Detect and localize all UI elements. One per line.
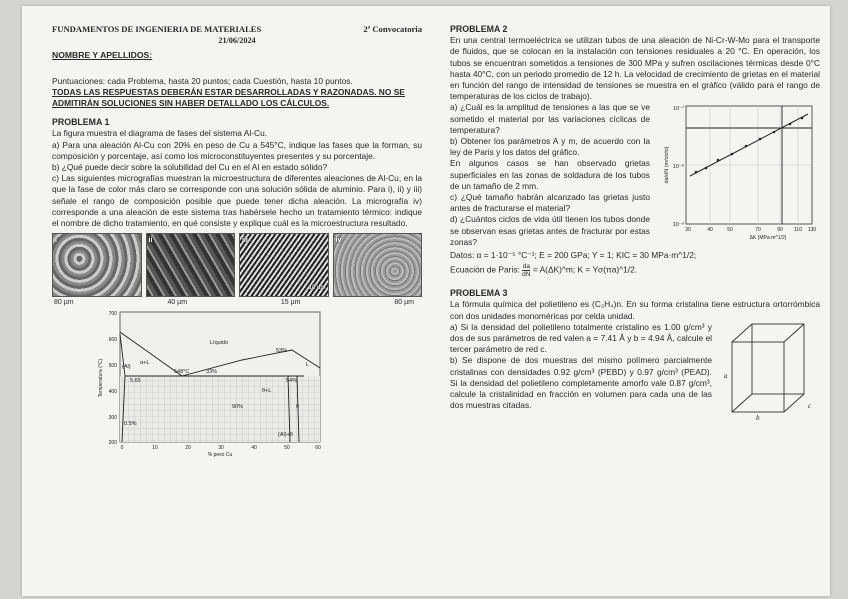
label-548: 548°C bbox=[174, 369, 190, 376]
problem-3-title: PROBLEMA 3 bbox=[450, 288, 508, 299]
data-point bbox=[731, 153, 734, 156]
data-point bbox=[717, 159, 720, 162]
problem-1-question-c: c) Las siguientes micrografías muestran la microestructura de diferentes aleaciones de Al-Cu, en la que la fase de color más claro se corresponde con una solución sólida de aluminio. Para i), ii) y iii) señale el rango de composición posible que puede tener dicha aleación. La micrografía iv) corresponde a una aleación de este sistema tras habérsele hecho un tratamiento térmico: indique el nombre de dicho tratamiento, en qué consiste y explique cuál es la microestructura resultado. bbox=[52, 173, 422, 229]
label-33: 33% bbox=[206, 369, 218, 376]
x-tick-label: 40 bbox=[251, 445, 257, 452]
scale-bar-label: 15 µm bbox=[280, 299, 301, 307]
problem-3-intro: La fórmula química del polietileno es (C₂H₄)n. En su forma cristalina tiene estructura ortorrómbica con dos unidades monoméricas por celda unidad. bbox=[450, 299, 820, 321]
problem-2-questions bbox=[450, 102, 650, 248]
label-54: 54% bbox=[286, 378, 298, 385]
x-tick-label: 90 bbox=[777, 227, 783, 234]
problem-1-question-b: b) ¿Qué puede decir sobre la solubilidad del Cu en el Al en estado sólido? bbox=[52, 162, 328, 173]
label-565: 5.65 bbox=[130, 378, 141, 385]
exam-header bbox=[52, 24, 422, 35]
name-field-label: NOMBRE Y APELLIDOS: bbox=[52, 50, 153, 61]
y-tick-label: 10⁻⁷ bbox=[672, 106, 684, 113]
exam-page bbox=[22, 6, 830, 596]
cell-back-face bbox=[752, 324, 804, 394]
data-point bbox=[745, 145, 748, 148]
micrograph-iv bbox=[333, 233, 423, 297]
x-tick-label: 30 bbox=[218, 445, 224, 452]
problem-2-question-c: c) ¿Qué tamaño habrán alcanzado las grietas justo antes de fracturarse el material? bbox=[450, 192, 650, 214]
cell-front-face bbox=[732, 342, 784, 412]
paris-law-chart bbox=[658, 98, 818, 243]
label-53: 53% bbox=[276, 348, 288, 355]
label-alpha-theta: (Al)+θ bbox=[278, 432, 293, 439]
micrograph-ii bbox=[146, 233, 236, 297]
data-point bbox=[759, 138, 762, 141]
problem-2-question-b: b) Obtener los parámetros A y m, de acuerdo con la ley de Paris y los datos del gráfico. bbox=[450, 136, 650, 158]
y-tick-label: 600 bbox=[108, 337, 117, 344]
label-l: L bbox=[306, 362, 310, 369]
left-column bbox=[52, 24, 422, 458]
problem-1-title: PROBLEMA 1 bbox=[52, 117, 110, 128]
micrograph-label: iv bbox=[335, 237, 342, 245]
data-point bbox=[695, 171, 698, 174]
y-tick-label: 200 bbox=[108, 440, 117, 447]
data-point bbox=[705, 167, 708, 170]
scale-bar-label: 40 µm bbox=[167, 299, 188, 307]
x-tick-label: 40 bbox=[707, 227, 713, 234]
x-tick-label: 70 bbox=[755, 227, 761, 234]
warning-text: TODAS LAS RESPUESTAS DEBERÁN ESTAR DESARROLLADAS Y RAZONADAS. NO SE ADMITIRÁN SOLUCIONES SIN HABER DETALLADO LOS CÁLCULOS. bbox=[52, 86, 405, 109]
problem-2-title: PROBLEMA 2 bbox=[450, 24, 508, 34]
micrograph-row bbox=[52, 233, 422, 297]
y-tick-label: 700 bbox=[108, 311, 117, 318]
problem-2-data: Datos: α = 1·10⁻⁵ °C⁻¹; E = 200 GPa; Y = 1; KIC = 30 MPa·m^1/2; bbox=[450, 250, 697, 261]
problem-2-question-d: d) ¿Cuántos ciclos de vida útil tienen los tubos donde se observan esas grietas antes de fracturar por estas zonas? bbox=[450, 214, 650, 247]
al-cu-phase-diagram bbox=[92, 308, 332, 458]
x-tick-label: 50 bbox=[727, 227, 733, 234]
paris-fraction bbox=[522, 263, 530, 278]
y-axis-label: da/dN (m/ciclo) bbox=[664, 146, 670, 184]
x-tick-label: 30 bbox=[685, 227, 691, 234]
cell-label-c: c bbox=[808, 401, 812, 410]
y-tick-label: 500 bbox=[108, 363, 117, 370]
y-axis-label: Temperatura (°C) bbox=[98, 359, 104, 398]
exam-title: FUNDAMENTOS DE INGENIERIA DE MATERIALES bbox=[52, 24, 262, 34]
scale-bar-label: 80 µm bbox=[394, 299, 414, 307]
micrograph-scales bbox=[52, 297, 422, 308]
y-tick-label: 400 bbox=[108, 389, 117, 396]
x-tick-label: 60 bbox=[315, 445, 321, 452]
paris-equation-prefix: Ecuación de Paris: bbox=[450, 264, 520, 275]
x-tick-label: 20 bbox=[185, 445, 191, 452]
y-tick-label: 300 bbox=[108, 415, 117, 422]
right-column bbox=[450, 24, 820, 422]
fraction-denominator: dN bbox=[522, 271, 531, 279]
micrograph-iii bbox=[239, 233, 329, 297]
micrograph-label: iii bbox=[242, 237, 248, 245]
micrograph-i bbox=[52, 233, 142, 297]
problem-1-question-a: a) Para una aleación Al-Cu con 20% en peso de Cu a 545°C, indique las fases que la forman, su composición y porcentaje, así como los microconstituyentes presentes y su porcentaje. bbox=[52, 139, 422, 161]
y-tick-label: 10⁻⁹ bbox=[672, 222, 684, 229]
exam-convocatoria: 2ª Convocatoria bbox=[363, 24, 422, 34]
label-alpha-l: α+L bbox=[140, 360, 150, 367]
problem-3-question-b: b) Se dispone de dos muestras del mismo polímero parcialmente cristalinas con densidades 0.92 g/cm³ (PEBD) y 0.97 g/cm³ (PEAD). Si la densidad del polietileno completamente amorfo vale 0.87 g/cm³, calcule la cristalinidad en fracción en volumen para cada una de las dos muestras citadas. bbox=[450, 355, 712, 411]
x-tick-label: 110 bbox=[794, 227, 802, 234]
label-90: 90% bbox=[232, 404, 244, 411]
label-theta: θ bbox=[296, 404, 300, 411]
scoring-text: Puntuaciones: cada Problema, hasta 20 puntos; cada Cuestión, hasta 10 puntos. bbox=[52, 75, 353, 86]
exam-date: 21/06/2024 bbox=[218, 36, 256, 46]
problem-3-questions bbox=[450, 322, 712, 412]
cell-label-a: a bbox=[724, 371, 728, 380]
x-tick-label: 10 bbox=[152, 445, 158, 452]
problem-2-body bbox=[450, 102, 820, 248]
problem-3-question-a: a) Si la densidad del polietileno totalmente cristalino es 1.00 g/cm³ y dos de sus parámetros de red valen a = 7.41 Å y b = 4.94 Å, calcule el tercer parámetro de red c. bbox=[450, 321, 712, 355]
fraction-numerator: da bbox=[522, 263, 530, 271]
problem-1-intro: La figura muestra el diagrama de fases del sistema Al-Cu. bbox=[52, 128, 268, 139]
label-05: 0.5% bbox=[124, 421, 137, 428]
problem-2-text: En algunos casos se han observado grietas superficiales en las zonas de soldadura de los tubos de un tamaño de 2 mm. bbox=[450, 158, 650, 191]
micrograph-label: i bbox=[55, 237, 57, 245]
label-theta-l: θ+L bbox=[262, 388, 272, 395]
paris-equation bbox=[450, 263, 820, 278]
label-liquid: Líquido bbox=[210, 340, 229, 347]
data-point bbox=[773, 131, 776, 134]
problem-2-question-a: a) ¿Cuál es la amplitud de tensiones a las que se ve sometido el material por las variaciones cíclicas de temperatura? bbox=[450, 102, 650, 135]
y-tick-label: 10⁻⁸ bbox=[672, 164, 684, 171]
data-point bbox=[789, 123, 792, 126]
scale-bar-label: 80 µm bbox=[54, 299, 74, 307]
x-tick-label: 130 bbox=[807, 227, 817, 234]
data-point bbox=[801, 117, 804, 120]
cell-label-b: b bbox=[756, 413, 760, 422]
x-tick-label: 50 bbox=[284, 445, 290, 452]
orthorhombic-unit-cell bbox=[722, 318, 818, 422]
paris-equation-suffix: = A(ΔK)^m; K = Yσ(πa)^1/2. bbox=[532, 264, 638, 275]
problem-2-intro: En una central termoeléctrica se utilizan tubos de una aleación de Ni-Cr-W-Mo para el transporte de fluidos, que se colocan en la instalación con tensiones residuales a 20 °C. En operación, los tubos se encuentran sometidos a tensiones de 300 MPa y sufren oscilaciones térmicas desde 0°C hasta 40°C, con un periodo promedio de 12 h. La velocidad de crecimiento de grietas en el material en función del rango de intensidad de tensiones se muestra en el gráfico (válido para el rango de temperaturas de los ciclos de trabajo). bbox=[450, 35, 820, 102]
micrograph-inset-scale: 10 µm bbox=[308, 285, 326, 292]
label-alpha: (Al) bbox=[122, 364, 131, 371]
x-axis-label: % peso Cu bbox=[207, 452, 233, 459]
x-tick-label: 0 bbox=[120, 445, 124, 452]
x-axis-label: ΔK (MPa·m^1/2) bbox=[749, 235, 787, 242]
problem-3-body bbox=[450, 321, 820, 422]
micrograph-label: ii bbox=[148, 237, 153, 245]
